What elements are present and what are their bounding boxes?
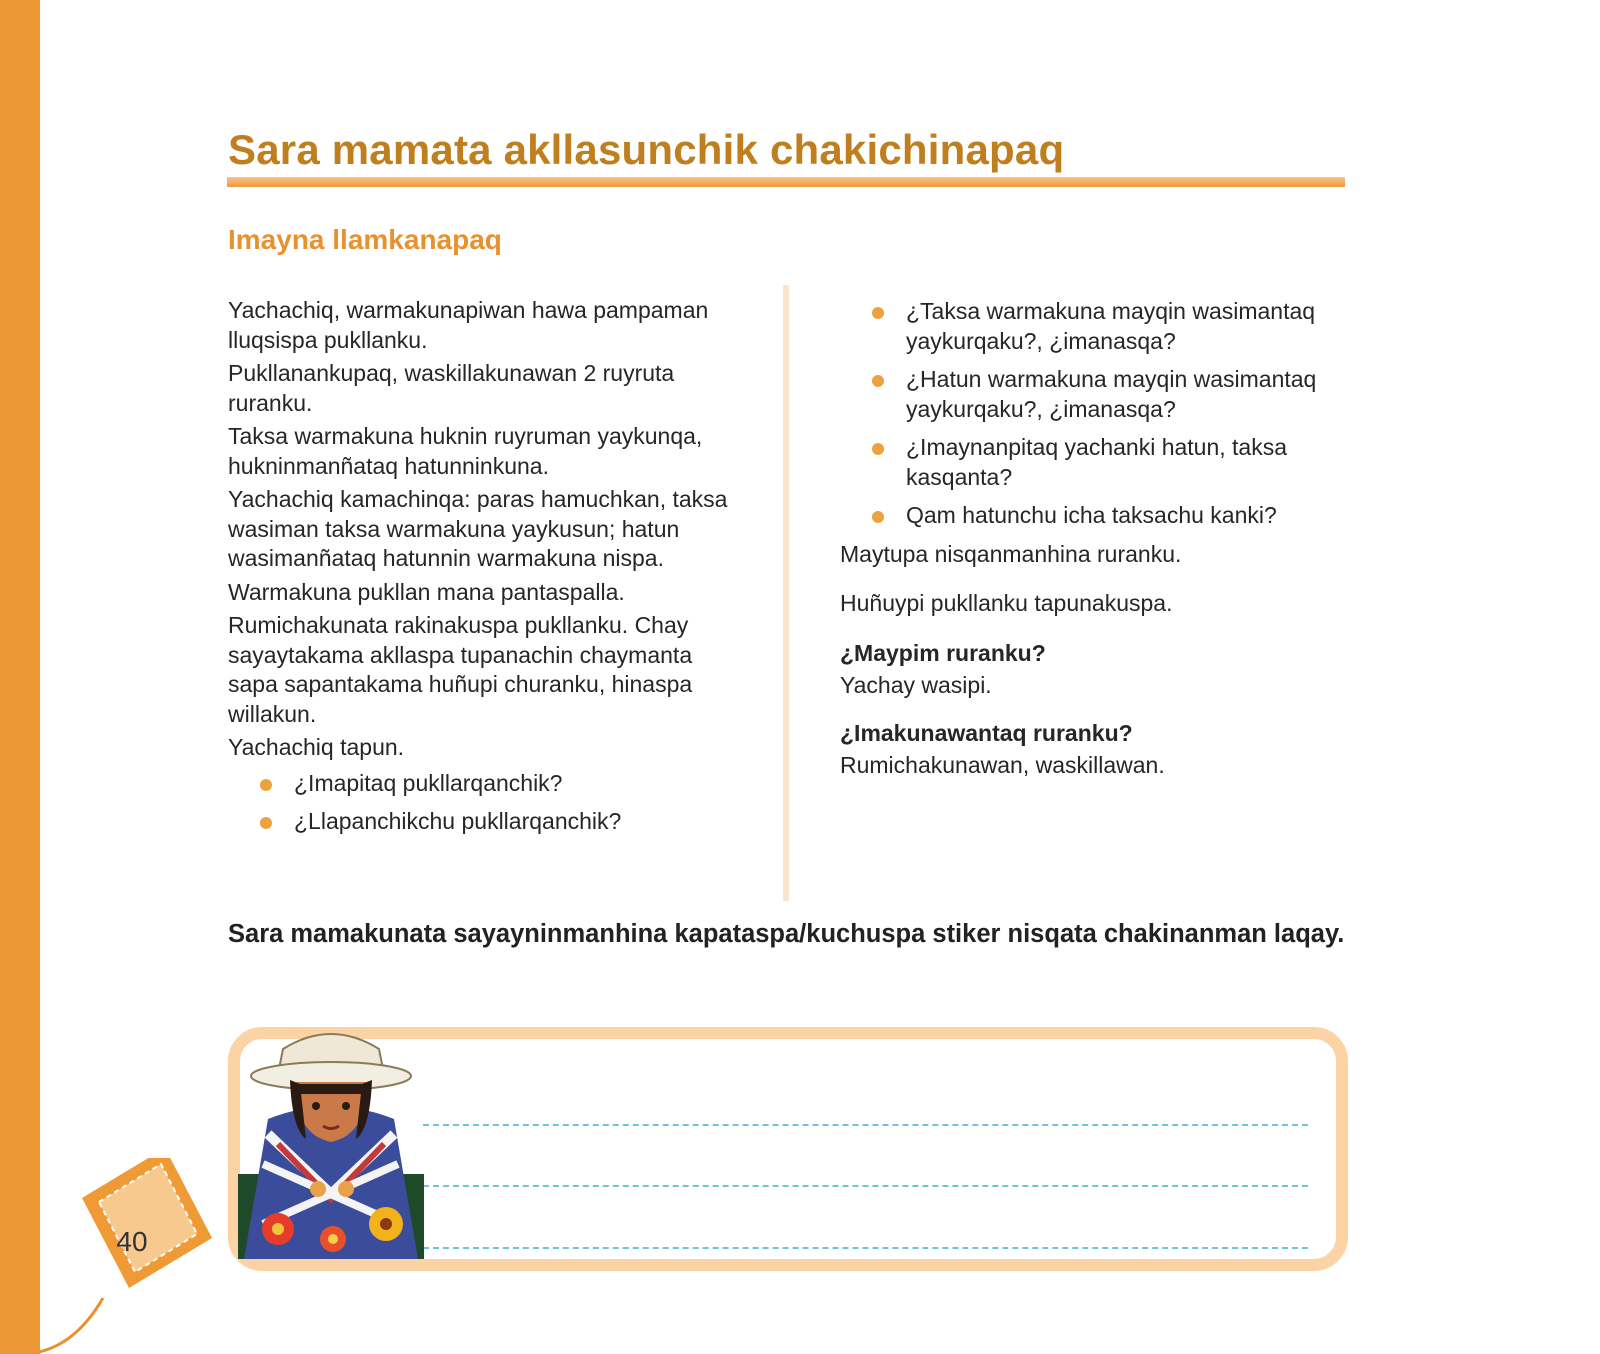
writing-line[interactable] — [423, 1247, 1308, 1249]
paragraph: Rumichakunata rakinakuspa pukllanku. Chay sayaytakama akllaspa tupanachin chaymanta sapa sapantakama huñupi churanku, hinaspa willakun. — [228, 612, 693, 727]
paragraph: Maytupa nisqanmanhina ruranku. — [840, 540, 1182, 567]
left-column — [228, 296, 748, 846]
question-text: ¿Taksa warmakuna mayqin wasimantaq yaykurqaku?, ¿imanasqa? — [906, 298, 1316, 354]
materials-heading: ¿Imakunawantaq ruranku? — [840, 719, 1133, 746]
list-item — [840, 297, 1360, 356]
page-title: Sara mamata akllasunchik chakichinapaq — [228, 126, 1065, 173]
question-text: ¿Hatun warmakuna mayqin wasimantaq yaykurqaku?, ¿imanasqa? — [906, 366, 1317, 422]
list-item — [840, 433, 1360, 492]
question-text: ¿Imaynanpitaq yachanki hatun, taksa kasqanta? — [906, 434, 1288, 490]
activity-instruction: Sara mamakunata sayayninmanhina kapataspa/kuchuspa stiker nisqata chakinanman laqay. — [228, 920, 1345, 948]
paragraph: Yachachiq tapun. — [228, 734, 405, 760]
paragraph: Yachachiq, warmakunapiwan hawa pampaman lluqsispa pukllanku. — [228, 297, 709, 353]
bullet-icon — [872, 307, 884, 319]
paragraph: Warmakuna pukllan mana pantaspalla. — [228, 578, 625, 605]
left-question-list — [228, 769, 748, 837]
paragraph: Pukllanankupaq, waskillakunawan 2 ruyruta ruranku. — [228, 360, 675, 416]
where-answer: Yachay wasipi. — [840, 672, 992, 698]
left-accent-bar — [0, 0, 40, 1354]
paragraph: Yachachiq kamachinqa: paras hamuchkan, taksa wasiman taksa warmakuna yaykusun; hatun wasimanñataq hatunnin warmakuna nispa. — [228, 486, 728, 571]
right-column — [840, 297, 1360, 799]
title-underline — [227, 177, 1345, 187]
girl-illustration — [238, 1024, 424, 1259]
bullet-icon — [260, 779, 272, 791]
section-subtitle: Imayna llamkanapaq — [228, 224, 502, 255]
where-heading: ¿Maypim ruranku? — [840, 639, 1046, 666]
column-divider — [783, 285, 789, 901]
bullet-icon — [872, 375, 884, 387]
writing-line[interactable] — [423, 1124, 1308, 1126]
bullet-icon — [872, 443, 884, 455]
question-text: Qam hatunchu icha taksachu kanki? — [906, 502, 1277, 528]
paragraph: Taksa warmakuna huknin ruyruman yaykunqa, hukninmanñataq hatunninkuna. — [228, 423, 703, 479]
list-item — [840, 501, 1360, 531]
question-text: ¿Llapanchikchu pukllarqanchik? — [294, 808, 622, 834]
question-text: ¿Imapitaq pukllarqanchik? — [294, 769, 563, 796]
bullet-icon — [872, 511, 884, 523]
page-number: 40 — [116, 1226, 148, 1257]
list-item — [228, 807, 748, 837]
list-item — [228, 769, 748, 799]
list-item — [840, 365, 1360, 424]
materials-answer: Rumichakunawan, waskillawan. — [840, 752, 1165, 778]
paragraph: Huñuypi pukllanku tapunakuspa. — [840, 590, 1173, 616]
bullet-icon — [260, 817, 272, 829]
writing-line[interactable] — [423, 1185, 1308, 1187]
right-question-list — [840, 297, 1360, 531]
